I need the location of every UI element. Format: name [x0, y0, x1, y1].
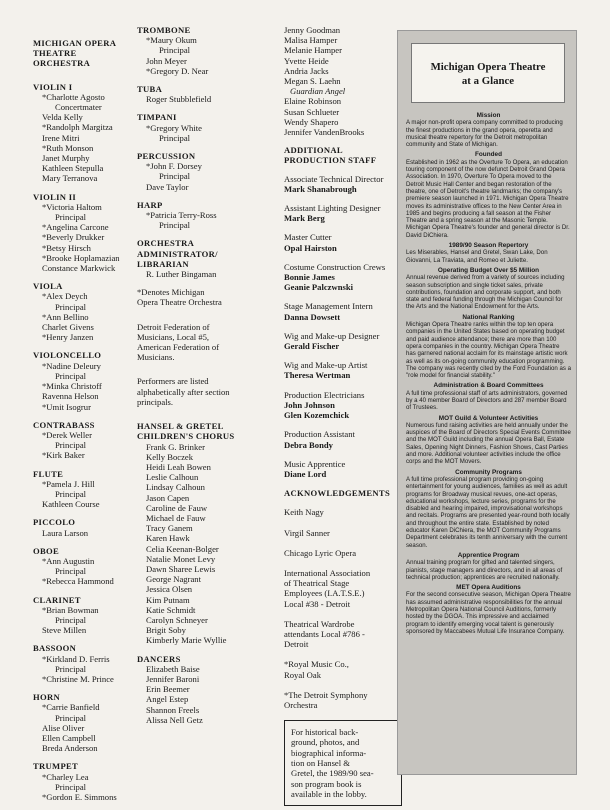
staff-role: Assistant Lighting Designer: [284, 203, 381, 214]
acknowledgement-entry: [284, 619, 399, 650]
member-name: *Kirkland D. Ferris: [42, 653, 110, 664]
staff-entry: [284, 262, 399, 293]
note-paragraph: [137, 322, 257, 363]
program-book-note: [284, 720, 402, 806]
chorus-section: [137, 421, 257, 645]
member-name: Alise Oliver: [42, 722, 85, 733]
principal-label: Principal: [55, 781, 87, 792]
roster-section: [137, 200, 257, 231]
member-name: *Minka Christoff: [42, 381, 102, 392]
staff-entry: [284, 331, 399, 351]
principal-label: Principal: [159, 220, 191, 231]
staff-name: Mark Shanabrough: [284, 183, 357, 194]
member-name: *Derek Weller: [42, 429, 92, 440]
roster-section: [33, 420, 128, 461]
roster-section: [137, 151, 257, 192]
member-name: *Brooke Hoplamazian: [42, 252, 120, 263]
acknowledgement-entry: [284, 548, 399, 558]
acknowledgement-line: Keith Nagy: [284, 507, 324, 518]
staff-role: Costume Construction Crews: [284, 261, 386, 272]
chorus-member: Heidi Leah Bowen: [146, 461, 211, 472]
member-name: *Henry Janzen: [42, 332, 94, 343]
note-line: ground, photos, and: [291, 737, 360, 748]
acknowledgement-entry: [284, 507, 399, 517]
chorus-member: Leslie Calhoun: [146, 472, 199, 483]
member-name: *Gregory White: [146, 122, 202, 133]
section-heading: CLARINET: [33, 594, 81, 605]
acknowledgement-line: *Royal Music Co.,: [284, 659, 349, 670]
roster-section: [33, 517, 128, 537]
note-line: Musicians.: [137, 352, 175, 363]
panel-section-heading: MOT Guild & Volunteer Activities: [438, 414, 539, 422]
dancers-heading: DANCERS: [137, 653, 181, 664]
acknowledgement-line: attendants Local #786 -: [284, 628, 365, 639]
chorus-member: Natalie Monet Levy: [146, 553, 216, 564]
section-heading: VIOLA: [33, 281, 63, 292]
note-line: Gretel, the 1989/90 sea-: [291, 768, 374, 779]
principal-label: Concertmater: [55, 102, 102, 113]
section-heading: BASSOON: [33, 643, 77, 654]
dancers-list: [137, 664, 257, 725]
staff-entry: [284, 232, 399, 252]
brass-sections: [137, 25, 257, 279]
acknowledgement-line: Chicago Lyric Opera: [284, 547, 357, 558]
member-name: Steve Millen: [42, 625, 87, 636]
member-name: *Charlotte Agosto: [42, 91, 105, 102]
chorus-member: Jason Capen: [146, 492, 190, 503]
acknowledgement-line: Theatrical Wardrobe: [284, 618, 355, 629]
section-heading: ORCHESTRA ADMINISTRATOR/ LIBRARIAN: [137, 238, 218, 269]
section-heading: PERCUSSION: [137, 151, 196, 162]
chorus-member: Dawn Sharee Lewis: [146, 563, 216, 574]
staff-entry: [284, 429, 399, 449]
member-name: *Maury Okum: [146, 35, 197, 46]
note-line: *Denotes Michigan: [137, 287, 205, 298]
member-name: Ravenna Helson: [42, 391, 99, 402]
staff-name: Gerald Fischer: [284, 341, 340, 352]
roster-section: [137, 112, 257, 143]
chorus-member: Karen Hawk: [146, 533, 190, 544]
section-heading: TUBA: [137, 84, 163, 95]
dancer-name: Jennifer Baroni: [146, 673, 200, 684]
member-name: Kathleen Course: [42, 499, 100, 510]
staff-name: Danna Dowsett: [284, 311, 341, 322]
section-heading: VIOLIN II: [33, 191, 77, 202]
member-name: *Brian Bowman: [42, 604, 99, 615]
panel-section-heading: MET Opera Auditions: [456, 584, 521, 592]
staff-role: Production Assistant: [284, 429, 355, 440]
member-name: *Charley Lea: [42, 771, 89, 782]
member-name: *Ruth Monson: [42, 142, 94, 153]
panel-section-text: Annual training program for gifted and talented singers, pianists, stage managers and directors, and in all areas of technical production; apprentices are recruited nationally.: [406, 559, 563, 581]
note-line: Musicians, Local #5,: [137, 331, 210, 342]
acknowledgement-line: Employees (I.A.T.S.E.): [284, 588, 365, 599]
acknowledgement-entry: [284, 528, 399, 538]
chorus-member: Kimberly Marie Wyllie: [146, 635, 227, 646]
note-line: biographical informa-: [291, 747, 367, 758]
chorus-member: George Nagrant: [146, 574, 201, 585]
dancer-name: Malisa Hamper: [284, 35, 338, 46]
panel-section-heading: Operating Budget Over $5 Million: [437, 266, 540, 274]
dancer-name: Susan Schlueter: [284, 106, 340, 117]
member-name: *Kirk Baker: [42, 450, 85, 461]
chorus-member: Tracy Ganem: [146, 523, 193, 534]
member-name: *Nadine Deleury: [42, 360, 101, 371]
member-name: *Randolph Margitza: [42, 122, 113, 133]
roster-section: [33, 595, 128, 636]
roster-section: [33, 761, 128, 802]
acknowledgement-entry: [284, 690, 399, 710]
member-name: *Rebecca Hammond: [42, 576, 114, 587]
dancers-continued-list: [284, 25, 399, 137]
brass-and-chorus-column: [137, 25, 257, 733]
member-name: Roger Stubblefield: [146, 94, 212, 105]
orchestra-column: [33, 38, 128, 810]
section-heading: CONTRABASS: [33, 419, 95, 430]
principal-label: Principal: [55, 370, 87, 381]
panel-section-text: Numerous fund raising activities are held annually under the auspices of the Board of Directors Special Events Committee and the MOT Guild including the annual Opera Ball, Estate Sales, Opening Night Dinners, Fashion Shows, Cast Parties and more. Additional volunteer activities include the office corps and the MOT Movers.: [406, 421, 571, 466]
staff-role: Music Apprentice: [284, 458, 346, 469]
roster-section: [33, 350, 128, 411]
member-name: Charlet Givens: [42, 322, 94, 333]
acknowledgement-line: Detroit: [284, 639, 309, 650]
panel-section-text: A major non-profit opera company committed to producing the finest productions in the grand opera, operetta and musical theatre repertory for the Detroit metropolitan community and State of Michigan.: [406, 119, 563, 149]
section-heading: TIMPANI: [137, 112, 177, 123]
principal-label: Principal: [159, 132, 191, 143]
staff-entry: [284, 301, 399, 321]
staff-role: Wig and Make-up Designer: [284, 330, 380, 341]
panel-section-text: A full time professional program providing on-going entertainment for young audiences, families as well as adult programs for Broadway musical revues, one-act operas, educational workshops, lecture series, programs for the disabled and hearing impaired, improvisational workshops and recitals. Programs are presented year-round both locally and throughout the entire state. Established by noted educator Karen DiChiera, the MOT Community Programs Department celebrates its tenth anniversary with the current season.: [406, 475, 570, 549]
dancer-name: Megan S. Laehn: [284, 76, 341, 87]
dancer-name: Erin Beemer: [146, 684, 190, 695]
panel-section-heading: National Ranking: [462, 313, 515, 321]
section-heading: FLUTE: [33, 468, 64, 479]
chorus-member: Kelly Boczek: [146, 451, 194, 462]
note-line: American Federation of: [137, 342, 220, 353]
acknowledgement-line: International Association: [284, 567, 371, 578]
chorus-member: Katie Schmidt: [146, 604, 196, 615]
roster-section: [33, 692, 128, 753]
panel-title: Michigan Opera Theatre at a Glance: [411, 43, 565, 103]
staff-name: Bonnie James: [284, 272, 335, 283]
staff-entry: [284, 203, 399, 223]
dancer-name: Alissa Nell Getz: [146, 714, 203, 725]
roster-section: [33, 643, 128, 684]
staff-name: Mark Berg: [284, 213, 325, 224]
orchestra-sections: [33, 82, 128, 803]
roster-notes: [137, 287, 257, 407]
dancer-name: Elizabeth Baise: [146, 663, 200, 674]
staff-column: [284, 25, 399, 806]
panel-section-text: A full time professional staff of arts administrators, governed by a 40 member Board of Directors and 287 member Board of Trustees.: [406, 389, 568, 412]
dancer-name: Andria Jacks: [284, 65, 329, 76]
member-name: *Angelina Carcone: [42, 222, 109, 233]
acknowledgement-line: Orchestra: [284, 699, 318, 710]
staff-name: Glen Kozemchick: [284, 410, 350, 421]
chorus-list: [137, 442, 257, 646]
acknowledgement-entry: [284, 659, 399, 679]
acknowledgement-line: Royal Oak: [284, 669, 321, 680]
member-name: *Victoria Haltom: [42, 201, 102, 212]
note-paragraph: [137, 376, 257, 407]
section-heading: TROMBONE: [137, 25, 191, 35]
member-name: Kathleen Stepulla: [42, 163, 104, 174]
at-a-glance-panel: [397, 30, 577, 775]
staff-heading: ADDITIONAL PRODUCTION STAFF: [284, 145, 377, 166]
dancer-name: Jenny Goodman: [284, 25, 341, 35]
note-line: Opera Theatre Orchestra: [137, 297, 222, 308]
dancer-name: Wendy Shapero: [284, 116, 339, 127]
note-paragraph: [137, 287, 257, 307]
chorus-member: Celia Keenan-Bolger: [146, 543, 219, 554]
staff-entry: [284, 174, 399, 194]
note-line: tion on Hansel &: [291, 758, 350, 769]
member-name: *Patricia Terry-Ross: [146, 210, 217, 221]
roster-section: [137, 25, 257, 76]
principal-label: Principal: [55, 566, 87, 577]
note-line: principals.: [137, 396, 174, 407]
member-name: *Ann Augustin: [42, 555, 95, 566]
principal-label: Principal: [159, 171, 191, 182]
member-name: *Gregory D. Near: [146, 65, 209, 76]
principal-label: Principal: [159, 45, 191, 56]
member-name: *Beverly Drukker: [42, 232, 105, 243]
chorus-member: Carolyn Schneyer: [146, 614, 208, 625]
member-name: *Gordon E. Simmons: [42, 792, 117, 802]
member-name: Irene Mitri: [42, 132, 80, 143]
principal-label: Principal: [55, 663, 87, 674]
member-name: R. Luther Bingaman: [146, 269, 217, 280]
staff-role: Master Cutter: [284, 232, 332, 243]
panel-section-heading: Mission: [476, 112, 501, 119]
section-heading: TRUMPET: [33, 761, 79, 772]
staff-role: Production Electricians: [284, 389, 365, 400]
panel-section-heading: Administration & Board Committees: [433, 382, 544, 390]
principal-label: Principal: [55, 301, 87, 312]
chorus-member: Brigit Soby: [146, 625, 186, 636]
principal-label: Principal: [55, 712, 87, 723]
staff-entry: [284, 390, 399, 421]
dancers-section: [137, 654, 257, 725]
member-name: John Meyer: [146, 55, 187, 66]
production-staff-list: [284, 174, 399, 479]
member-name: *Alex Deych: [42, 291, 88, 302]
note-line: son program book is: [291, 778, 362, 789]
staff-entry: [284, 459, 399, 479]
principal-label: Principal: [55, 488, 87, 499]
dancer-name: Jennifer VandenBrooks: [284, 127, 365, 138]
staff-role: Wig and Make-up Artist: [284, 360, 368, 371]
staff-name: Debra Bondy: [284, 439, 333, 450]
staff-role: Associate Technical Director: [284, 173, 384, 184]
chorus-heading: HANSEL & GRETEL CHILDREN'S CHORUS: [137, 421, 235, 442]
staff-name: Diane Lord: [284, 468, 327, 479]
panel-section-heading: 1989/90 Season Repertory: [448, 242, 529, 250]
panel-body: [406, 109, 571, 635]
staff-name: John Johnson: [284, 399, 335, 410]
roster-section: [33, 469, 128, 510]
roster-section: [33, 281, 128, 342]
panel-section-heading: Community Programs: [455, 468, 522, 476]
acknowledgements-list: [284, 507, 399, 710]
acknowledgement-line: Local #38 - Detroit: [284, 598, 351, 609]
panel-section-text: For the second consecutive season, Michigan Opera Theatre has assumed administrative responsibilities for the annual Metropolitan Opera National Council Auditions, formerly hosted by the DGOA. This impressive and acclaimed program to identify emerging vocal talent is generously sponsored by Maccabees Mutual Life Insurance Company.: [406, 591, 571, 635]
member-name: *Carrie Banfield: [42, 702, 100, 713]
chorus-member: Lindsay Calhoun: [146, 482, 205, 493]
staff-role: Stage Management Intern: [284, 301, 373, 312]
dancer-name: Shannon Freels: [146, 704, 200, 715]
section-heading: HORN: [33, 692, 60, 703]
panel-section-text: Annual revenue derived from a variety of sources including season subscription and single ticket sales, private contributions, foundation and corporate support, and both state and federal funding through the Michigan Council for the Arts and the National Endowment for the Arts.: [406, 274, 565, 311]
roster-section: [33, 82, 128, 184]
member-name: *Christine M. Prince: [42, 673, 114, 684]
acknowledgement-line: of Theatrical Stage: [284, 578, 350, 589]
roster-section: [33, 192, 128, 274]
member-name: Mary Terranova: [42, 173, 98, 184]
note-line: available in the lobby.: [291, 788, 367, 799]
acknowledgement-line: *The Detroit Symphony: [284, 689, 368, 700]
role-label: Guardian Angel: [290, 86, 346, 97]
dancer-name: Melanie Hamper: [284, 45, 342, 56]
section-heading: VIOLIN I: [33, 81, 73, 92]
member-name: *John F. Dorsey: [146, 161, 202, 172]
chorus-member: Jessica Olsen: [146, 584, 193, 595]
member-name: Janet Murphy: [42, 153, 90, 164]
note-line: For historical back-: [291, 727, 359, 738]
member-name: *Betsy Hirsch: [42, 242, 91, 253]
panel-section-text: Established in 1962 as the Overture To Opera, an education touring component of the now defunct Detroit Grand Opera Association. In 1970, Overture To Opera moved to the Detroit Music Hall Center and began restoration of the theatre, one of Detroit's theatre landmarks; the company's premiere season launched in 1971. Michigan Opera Theatre moves its administrative offices to the New Center Area in 1985 and begins producing a fall season at the Fisher Theatre and a spring season at the Masonic Temple. Michigan Opera Theatre's founder and general director is Dr. David DiChiera.: [406, 158, 570, 239]
member-name: Breda Anderson: [42, 743, 98, 754]
staff-name: Theresa Wertman: [284, 370, 351, 381]
panel-section-text: Les Miserables, Hansel and Gretel, Swan Lake, Don Giovanni, La Traviata, and Romeo et Juliette.: [406, 249, 548, 264]
member-name: Ellen Campbell: [42, 732, 96, 743]
dancer-name: Angel Estep: [146, 694, 189, 705]
chorus-member: Caroline de Fauw: [146, 502, 208, 513]
member-name: Velda Kelly: [42, 112, 83, 123]
chorus-member: Kim Putnam: [146, 594, 190, 605]
roster-section: [137, 238, 257, 279]
section-heading: OBOE: [33, 545, 60, 556]
staff-name: Opal Hairston: [284, 242, 337, 253]
member-name: Dave Taylor: [146, 181, 189, 192]
dancer-name: Elaine Robinson: [284, 96, 342, 107]
principal-label: Principal: [55, 440, 87, 451]
acknowledgement-line: Virgil Sanner: [284, 527, 330, 538]
dancer-name: Yvette Heide: [284, 55, 329, 66]
staff-name: Geanie Palczwnski: [284, 282, 353, 293]
panel-section-heading: Apprentice Program: [457, 551, 520, 559]
acknowledgement-entry: [284, 568, 399, 609]
section-heading: HARP: [137, 199, 163, 210]
roster-section: [33, 546, 128, 587]
chorus-member: Michael de Fauw: [146, 512, 206, 523]
panel-section-text: Michigan Opera Theatre ranks within the top ten opera companies in the United States based on operating budget and paid audience attendance; there are more than 100 opera companies in the country. Michigan Opera Theatre has garnered national acclaim for its mainstage artistic work as well as its on-going community education programming. The company was recently cited by the Ford Foundation as a "role model for financial stability.": [406, 321, 571, 380]
member-name: Constance Markwick: [42, 263, 116, 274]
member-name: Laura Larson: [42, 527, 89, 538]
principal-label: Principal: [55, 614, 87, 625]
acknowledgements-heading: ACKNOWLEDGEMENTS: [284, 488, 391, 499]
note-line: Detroit Federation of: [137, 321, 210, 332]
member-name: *Pamela J. Hill: [42, 478, 95, 489]
panel-section-heading: Founded: [475, 151, 502, 159]
chorus-member: Frank G. Brinker: [146, 441, 205, 452]
roster-section: [137, 84, 257, 104]
section-heading: VIOLONCELLO: [33, 350, 102, 361]
note-line: Performers are listed: [137, 376, 209, 387]
member-name: *Ann Bellino: [42, 311, 89, 322]
member-name: *Umit Isogrur: [42, 401, 91, 412]
note-line: alphabetically after section: [137, 386, 230, 397]
staff-entry: [284, 360, 399, 380]
section-heading: PICCOLO: [33, 517, 76, 528]
principal-label: Principal: [55, 212, 87, 223]
orchestra-heading: MICHIGAN OPERA THEATRE ORCHESTRA: [33, 38, 117, 69]
